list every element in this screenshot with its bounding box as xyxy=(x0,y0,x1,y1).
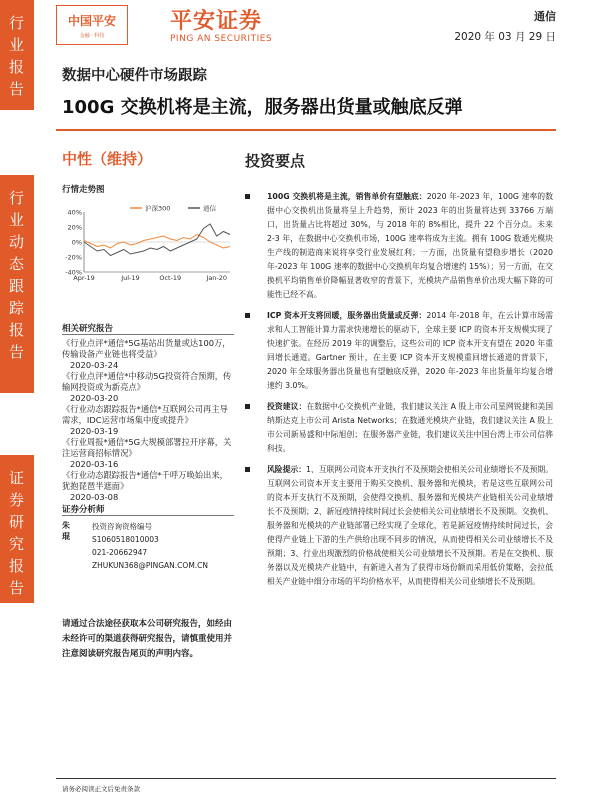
related-report-title: 《行业点评*通信*中移动5G投资符合预期，传输网投资或为新亮点》 xyxy=(62,371,232,392)
related-report-item[interactable] xyxy=(62,371,234,404)
brand-en: PING AN SECURITIES xyxy=(170,34,273,44)
side-tab-char: 动 xyxy=(8,233,25,251)
related-report-date: 2020-03-08 xyxy=(70,492,119,502)
analyst-info-line: 021-20662947 xyxy=(92,548,148,557)
key-point-body: 2020 年-2023 年，100G 速率的数据中心交换机出货量将呈上升趋势，预计 2023 年的出货量将达到 33766 万端口，出货量占比将超过 30%，与 2018 年的 8%相比，提升 22 个百分点。未来 2-3 年，在数据中心交换机市场，100G 速率将成为主流。拥有 100G 数通光模块生产线的制造商来说将享受行业发展红利；一方面，出货量有望稳步增长（2020 年-2023 年 100G 速率的数据中心交换机年均复合增速约 15%）；另一方面，在交换机平均销售单价降幅显著收窄的背景下，光模块产品销售单价出现大幅下降的可能性已经不高。 xyxy=(267,192,553,299)
side-tab-char: 行 xyxy=(8,14,25,32)
report-subtitle: 数据中心硬件市场跟踪 xyxy=(62,68,207,84)
logo-primary-sub: 金融 · 科技 xyxy=(79,33,105,39)
side-tab-char: 踪 xyxy=(8,299,25,317)
chart-title: 行情走势图 xyxy=(62,185,105,195)
related-report-item[interactable] xyxy=(62,470,234,503)
key-point xyxy=(245,190,553,302)
series-line xyxy=(84,224,230,256)
legend-label: 通信 xyxy=(203,204,216,213)
side-tab-securities xyxy=(0,455,34,603)
side-tab-char: 究 xyxy=(8,535,25,553)
related-reports-list xyxy=(62,338,234,503)
analyst-info xyxy=(92,520,242,572)
key-point-lead: 投资建议： xyxy=(267,402,307,411)
key-points-heading: 投资要点 xyxy=(245,152,306,170)
key-point-lead: ICP 资本开支将回暖，服务器出货量或反弹： xyxy=(267,311,427,320)
side-tab-char: 报 xyxy=(8,557,25,575)
related-report-item[interactable] xyxy=(62,404,234,437)
bullet-icon xyxy=(245,313,250,318)
analyst-info-line: 投资咨询资格编号 xyxy=(92,522,152,531)
related-reports-heading: 相关研究报告 xyxy=(62,324,114,334)
footer-divider xyxy=(56,778,556,779)
rating-label: 中性（维持） xyxy=(62,150,153,168)
key-points-list xyxy=(245,190,553,596)
report-title: 100G 交换机将是主流，服务器出货量或触底反弹 xyxy=(62,97,463,118)
related-report-title: 《行业点评*通信*5G基站出货量或达100万，传输设备产业链也将受益》 xyxy=(62,338,231,359)
bullet-icon xyxy=(245,194,250,199)
related-reports-divider xyxy=(62,334,234,335)
bullet-icon xyxy=(245,467,250,472)
analyst-heading: 证券分析师 xyxy=(62,505,105,515)
key-point-body: 1、互联网公司资本开支执行不及预期会使相关公司业绩增长不及预期。互联网公司资本开支主要用于购买交换机、服务器和光模块，若是这些互联网公司的资本开支执行不及预期，会使得交换机、服务器和光模块产业链相关公司业绩增长不及预期；2、新冠疫情持续时间过长会使相关公司业绩增长不及预期。交换机、服务器和光模块的产业链部署已经实现了全球化，若是新冠疫情持续时间过长，会使得产业链上下游的生产供给出现不同步的情况，从而使得相关公司业绩增长不及预期；3、行业出现激烈的价格战使相关公司业绩增长不及预期。若是在交换机、服务器以及光模块产业链中，有新进入者为了获得市场份额而采用低价策略，会拉低相关产业链中细分市场的平均价格水平，从而使得相关公司业绩增长不及预期。 xyxy=(267,465,554,586)
related-report-title: 《行业动态跟踪报告*通信*千呼万唤始出来，犹抱琵琶半遮面》 xyxy=(62,470,228,491)
y-tick-label: -20% xyxy=(65,253,82,262)
side-tab-char: 行 xyxy=(8,189,25,207)
bullet-icon xyxy=(245,404,250,409)
key-point xyxy=(245,463,553,589)
related-report-date: 2020-03-16 xyxy=(70,459,119,469)
disclaimer-text: 请通过合法途径获取本公司研究报告，如经由未经许可的渠道获得研究报告，请慎重使用并注意阅读研究报告尾页的声明内容。 xyxy=(62,619,233,659)
key-point xyxy=(245,309,553,393)
legend-label: 沪深300 xyxy=(145,204,171,213)
pingan-group-logo xyxy=(56,5,128,45)
report-date: 2020 年 03 月 29 日 xyxy=(454,31,556,43)
y-tick-label: 20% xyxy=(67,223,82,232)
market-trend-chart xyxy=(60,200,235,282)
x-tick-label: Apr-19 xyxy=(73,274,95,282)
side-tab-char: 券 xyxy=(8,491,25,509)
related-report-item[interactable] xyxy=(62,338,234,371)
side-tab-tracking xyxy=(0,175,34,393)
side-tab-char: 态 xyxy=(8,255,25,273)
related-report-title: 《行业周报*通信*5G大规模部署拉开序幕，关注运营商招标情况》 xyxy=(62,437,232,458)
side-tab-char: 跟 xyxy=(8,277,25,295)
x-tick-label: Oct-19 xyxy=(159,274,182,282)
side-tab-char: 证 xyxy=(8,469,25,487)
analyst-divider xyxy=(62,515,234,516)
y-tick-label: 0% xyxy=(71,238,82,247)
key-point-lead: 风险提示： xyxy=(267,465,307,474)
side-tab-char: 业 xyxy=(8,211,25,229)
related-report-item[interactable] xyxy=(62,437,234,470)
brand-cn: 平安证券 xyxy=(170,9,263,34)
series-line xyxy=(84,235,230,249)
side-tab-char: 报 xyxy=(8,321,25,339)
sector-label: 通信 xyxy=(534,10,556,23)
side-tab-char: 报 xyxy=(8,58,25,76)
analyst-info-line: S1060518010003 xyxy=(92,535,159,544)
key-point xyxy=(245,400,553,456)
related-report-date: 2020-03-19 xyxy=(70,426,119,436)
key-point-lead: 100G 交换机将是主流，销售单价有望触底： xyxy=(267,192,427,201)
analyst-name: 朱琨 xyxy=(62,521,70,541)
footer-note: 请务必阅读正文后免责条款 xyxy=(62,785,140,793)
key-point-body: 在数据中心交换机产业链，我们建议关注 A 股上市公司星网锐捷和美国纳斯达克上市公司 Arista Networks；在数通光模块产业链，我们建议关注 A 股上市公司新易盛和中际旭创；在服务器产业链，我们建议关注中国台湾上市公司信骅科技。 xyxy=(267,402,553,453)
side-tab-char: 业 xyxy=(8,36,25,54)
key-point-body: 2014 年-2018 年，在云计算市场需求和人工智能计算力需求快速增长的驱动下，全球主要 ICP 的资本开支规模实现了快速扩张。在经历 2019 年的调整后，这些公司的 ICP 资本开支有望在 2020 年重回增长通道。Gartner 预计，在主要 ICP 资本开支规模重回增长通道的背景下，2020 年全球服务器出货量也有望触底反弹，2020 年-2023 年出货量年均复合增速约 3.0%。 xyxy=(267,311,553,390)
header-divider xyxy=(56,129,556,131)
side-tab-char: 研 xyxy=(8,513,25,531)
analyst-info-line: ZHUKUN368@PINGAN.COM.CN xyxy=(92,561,209,570)
y-tick-label: -40% xyxy=(65,268,82,277)
side-tab-char: 告 xyxy=(8,80,25,98)
side-tab-report xyxy=(0,0,34,110)
related-report-date: 2020-03-20 xyxy=(70,393,119,403)
y-tick-label: 40% xyxy=(67,208,82,217)
pingan-securities-logo xyxy=(170,4,280,44)
side-tab-char: 告 xyxy=(8,343,25,361)
x-tick-label: Jul-19 xyxy=(121,274,140,282)
logo-primary-text: 中国平安 xyxy=(67,14,116,28)
related-report-date: 2020-03-24 xyxy=(70,360,119,370)
related-report-title: 《行业动态跟踪报告*通信*互联网公司再主导需求，IDC运营市场集中度或提升》 xyxy=(62,404,228,425)
side-tab-char: 告 xyxy=(8,579,25,597)
x-tick-label: Jan-20 xyxy=(206,274,228,282)
